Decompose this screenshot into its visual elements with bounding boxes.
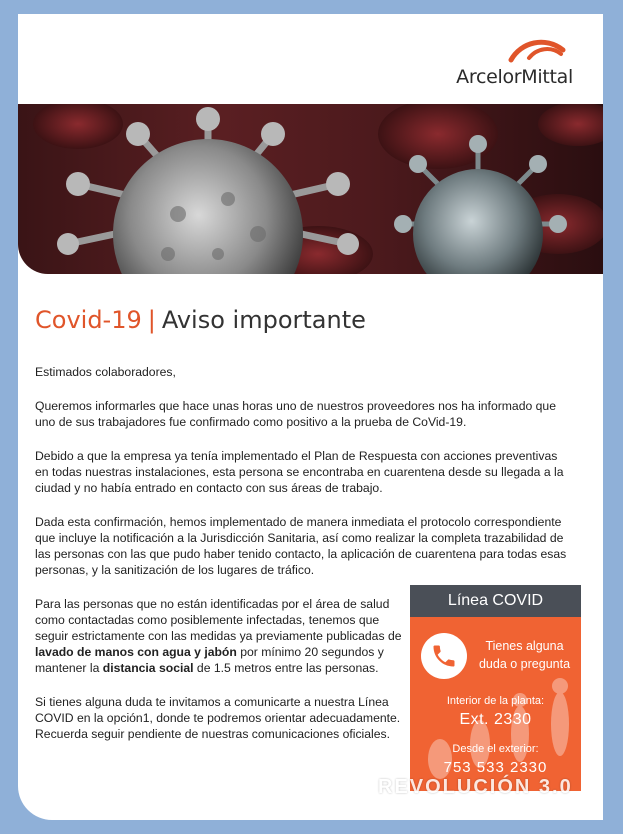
phone-icon [421, 633, 467, 679]
social-distance-emphasis: distancia social [102, 661, 194, 675]
brand-name: ArcelorMittal [456, 66, 573, 88]
hero-virus-image [18, 104, 603, 274]
title-main: Aviso importante [161, 306, 366, 334]
paragraph-2: Debido a que la empresa ya tenía implementado el Plan de Respuesta con acciones preventivas en todas nuestras instalaciones, esta persona se encontraba en cuarentena desde su llegada a la ciudad y no había entrado en contacto con sus áreas de trabajo. [35, 449, 564, 495]
brand-logo [456, 36, 573, 88]
interior-label: Interior de la planta: [446, 695, 545, 707]
covid-line-header: Línea COVID [410, 585, 581, 617]
notice-page [18, 14, 603, 820]
exterior-label: Desde el exterior: [452, 743, 539, 755]
covid-line-box [410, 585, 581, 791]
paragraph-3: Dada esta confirmación, hemos implementado de manera inmediata el protocolo correspondiente que incluye la notificación a la Jurisdicción Sanitaria, así como realizar la completa trazabilidad de las personas con las que pudo haber tenido contacto, la aplicación de cuarentena para todas esas personas, y la sanitización de los lugares de tráfico. [35, 515, 567, 577]
page-title [35, 306, 366, 334]
paragraph-1: Queremos informarles que hace unas horas uno de nuestros proveedores nos ha informado que uno de sus trabajadores fue confirmado como positivo a la prueba de CoVid-19. [35, 399, 556, 429]
paragraph-4-text-b: por mínimo 20 segundos y mantener la [35, 645, 384, 675]
watermark-text: REVOLUCIÓN 3.0 [378, 776, 573, 798]
title-accent: Covid-19 [35, 306, 142, 334]
exterior-phone-number: 753 533 2330 [443, 759, 548, 776]
arcelormittal-swoosh-icon [507, 36, 567, 64]
paragraph-4-text-a: Para las personas que no están identificadas por el área de salud como contactadas como posiblemente infectadas, tenemos que seguir estrictamente con las medidas ya previamente publicadas de [35, 597, 402, 643]
paragraph-5: Si tienes alguna duda te invitamos a comunicarte a nuestra Línea COVID en la opción1, donde te podremos orientar adecuadamente. Recuerda seguir pendiente de nuestras comunicaciones oficiales. [35, 695, 401, 741]
paragraph-4-text-c: de 1.5 metros entre las personas. [193, 661, 379, 675]
handwashing-emphasis: lavado de manos con agua y jabón [35, 645, 237, 659]
paragraph-4 [35, 596, 405, 676]
covid-question: Tienes alguna duda o pregunta [478, 639, 571, 671]
title-separator: | [147, 306, 156, 334]
extension-number: Ext. 2330 [459, 711, 532, 728]
greeting: Estimados colaboradores, [35, 365, 176, 379]
